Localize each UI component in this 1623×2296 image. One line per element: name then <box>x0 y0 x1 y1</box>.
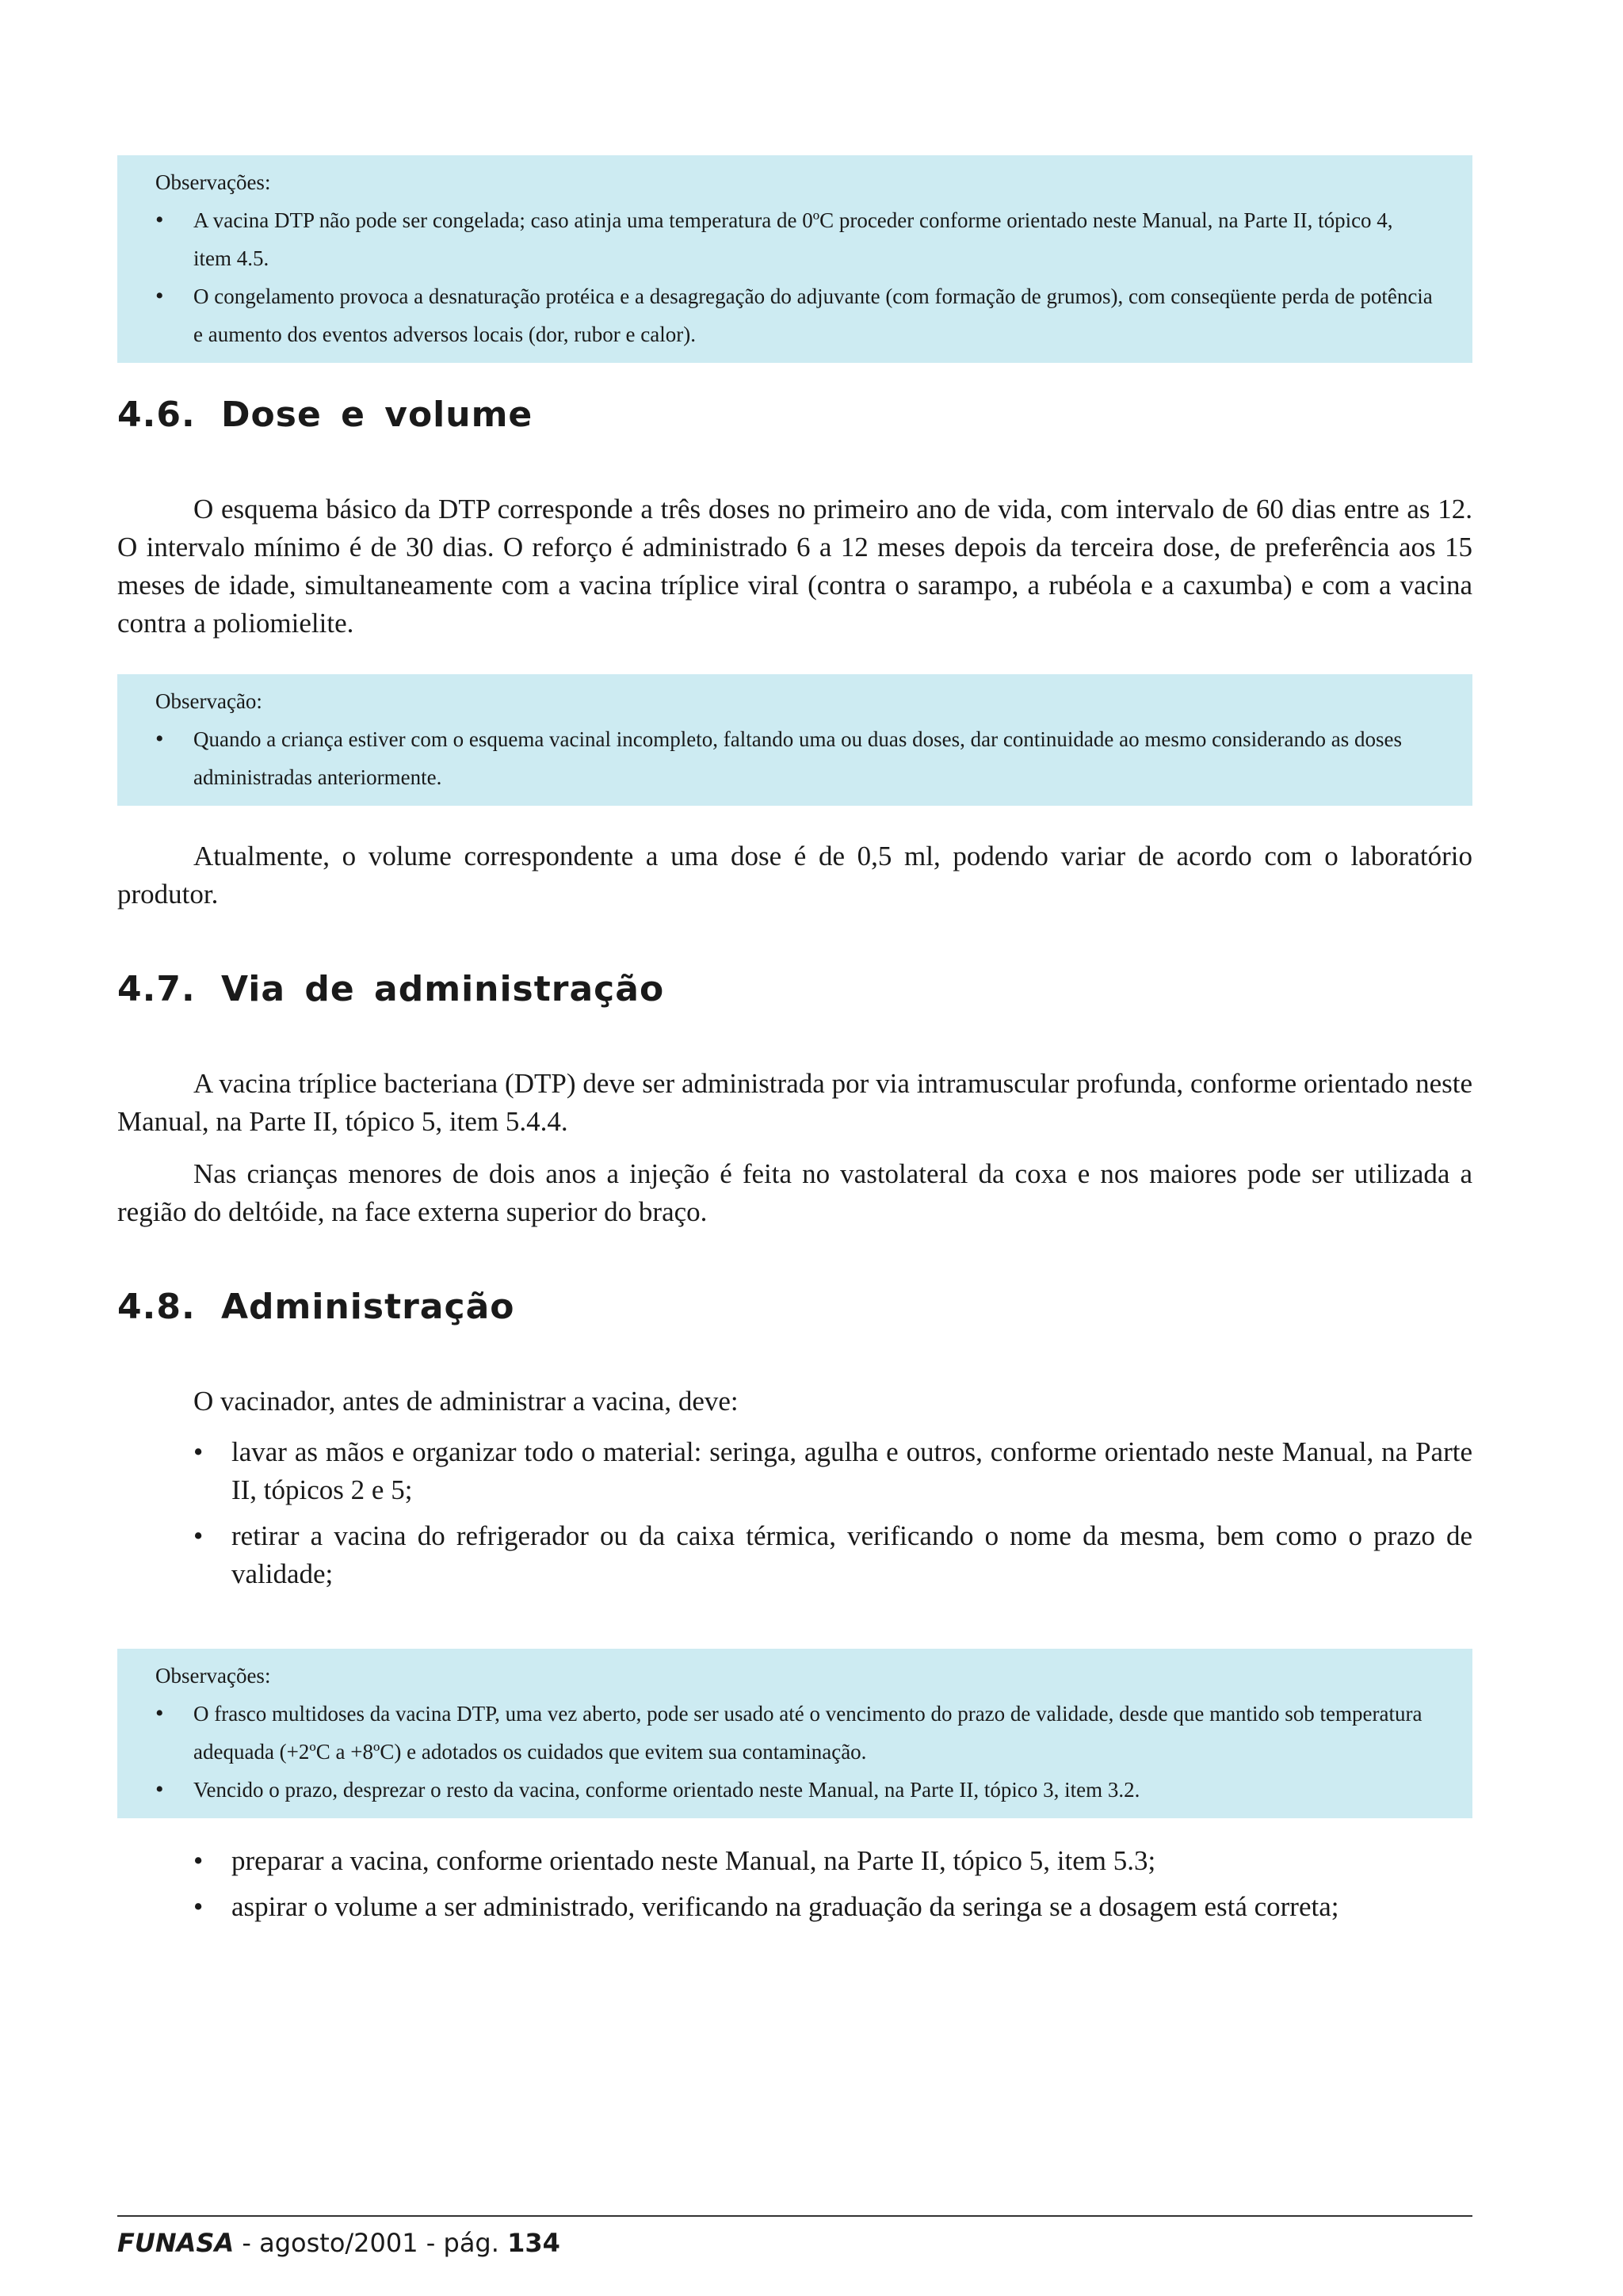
observation-title: Observações: <box>155 1664 271 1688</box>
observation-item: • A vacina DTP não pode ser congelada; caso atinja uma temperatura de 0ºC proceder conforme orientado neste Manual, na Parte II, tópico 4, item 4.5. <box>155 201 1434 277</box>
section-title: Administração <box>221 1287 515 1327</box>
observation-item: • O frasco multidoses da vacina DTP, uma vez aberto, pode ser usado até o vencimento do prazo de validade, desde que mantido sob temperatura adequada (+2ºC a +8ºC) e adotados os cuidados que evitem sua contaminação. <box>155 1695 1434 1771</box>
footer-page-number: 134 <box>507 2228 560 2258</box>
observation-list <box>155 1695 1434 1809</box>
observation-title: Observação: <box>155 689 262 713</box>
page-footer <box>117 2215 1472 2258</box>
section-title: Dose e volume <box>221 395 533 435</box>
observation-title: Observações: <box>155 170 271 194</box>
page-content <box>117 155 1472 1981</box>
section-heading-4-7 <box>117 969 1472 1009</box>
section-heading-4-8 <box>117 1287 1472 1327</box>
paragraph: A vacina tríplice bacteriana (DTP) deve ser administrada por via intramuscular profunda, conforme orientado neste Manual, na Parte II, tópico 5, item 5.4.4. <box>117 1068 1472 1137</box>
section-number: 4.7. <box>117 969 196 1009</box>
paragraph: Nas crianças menores de dois anos a injeção é feita no vastolateral da coxa e nos maiores pode ser utilizada a região do deltóide, na face externa superior do braço. <box>117 1158 1472 1227</box>
section-number: 4.6. <box>117 395 196 435</box>
list-item: • aspirar o volume a ser administrado, verificando na graduação da seringa se a dosagem está correta; <box>193 1888 1472 1926</box>
section-heading-4-6 <box>117 395 1472 435</box>
observation-item: • Vencido o prazo, desprezar o resto da vacina, conforme orientado neste Manual, na Parte II, tópico 3, item 3.2. <box>155 1771 1434 1809</box>
paragraph: O esquema básico da DTP corresponde a três doses no primeiro ano de vida, com intervalo de 60 dias entre as 12. O intervalo mínimo é de 30 dias. O reforço é administrado 6 a 12 meses depois da terceira dose, de preferência aos 15 meses de idade, simultaneamente com a vacina tríplice viral (contra o sarampo, a rubéola e a caxumba) e com a vacina contra a poliomielite. <box>117 494 1472 639</box>
section-number: 4.8. <box>117 1287 196 1327</box>
footer-brand: FUNASA <box>117 2228 235 2258</box>
lead-paragraph: O vacinador, antes de administrar a vacina, deve: <box>193 1386 739 1417</box>
list-item: • retirar a vacina do refrigerador ou da caixa térmica, verificando o nome da mesma, bem como o prazo de validade; <box>193 1517 1472 1593</box>
observation-list <box>155 720 1434 796</box>
observation-item: • O congelamento provoca a desnaturação protéica e a desagregação do adjuvante (com formação de grumos), com conseqüente perda de potência e aumento dos eventos adversos locais (dor, rubor e calor). <box>155 277 1434 353</box>
section-title: Via de administração <box>221 969 665 1009</box>
steps-list-2 <box>193 1842 1472 1926</box>
observation-item: • Quando a criança estiver com o esquema vacinal incompleto, faltando uma ou duas doses, dar continuidade ao mesmo considerando as doses administradas anteriormente. <box>155 720 1434 796</box>
observation-list <box>155 201 1434 353</box>
paragraph: Atualmente, o volume correspondente a uma dose é de 0,5 ml, podendo variar de acordo com o laboratório produtor. <box>117 841 1472 910</box>
footer-date: - agosto/2001 - pág. <box>234 2228 508 2258</box>
list-item: • preparar a vacina, conforme orientado neste Manual, na Parte II, tópico 5, item 5.3; <box>193 1842 1472 1880</box>
observation-box-2 <box>117 674 1472 806</box>
steps-list-1 <box>193 1433 1472 1593</box>
observation-box-1 <box>117 155 1472 363</box>
list-item: • lavar as mãos e organizar todo o material: seringa, agulha e outros, conforme orientado neste Manual, na Parte II, tópicos 2 e 5; <box>193 1433 1472 1509</box>
observation-box-3 <box>117 1649 1472 1818</box>
